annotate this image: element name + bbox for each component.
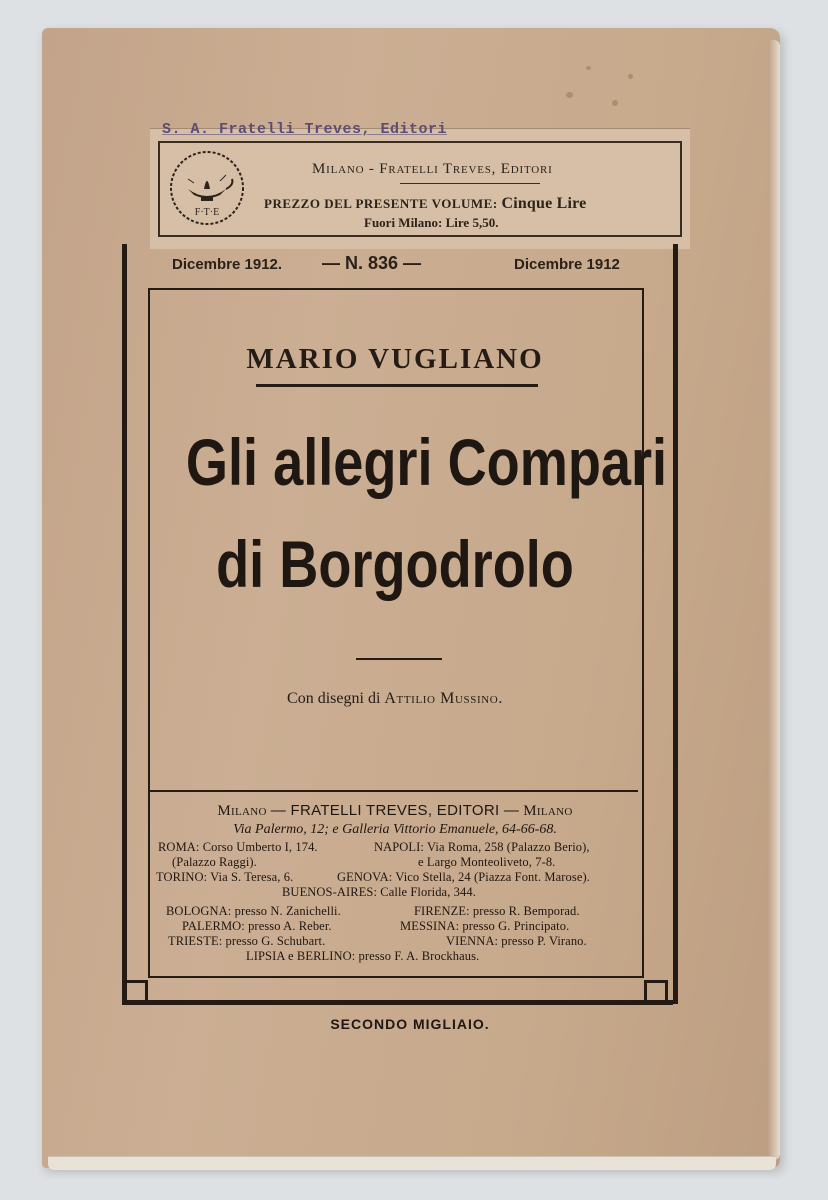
illustrator-name: Attilio Mussino. [384,690,503,707]
price-outside-milan: Fuori Milano: Lire 5,50. [364,215,499,230]
book-page-edge-bottom [48,1156,776,1170]
foxing-stain [586,66,591,70]
imprint-trieste: TRIESTE: presso G. Schubart. [168,934,326,948]
book-page-edge-right [768,40,780,1160]
date-right: Dicembre 1912 [514,256,620,273]
imprint-address: Via Palermo, 12; e Galleria Vittorio Emanuele, 64-66-68. [233,822,557,837]
frame-corner-left [124,980,148,1004]
author-name: MARIO VUGLIANO [246,343,544,375]
imprint-palermo: PALERMO: presso A. Reber. [182,919,332,933]
imprint-messina: MESSINA: presso G. Principato. [400,919,570,933]
issue-number: — N. 836 — [322,253,422,273]
imprint-city-left: Milano [217,803,267,819]
imprint-napoli-2: e Largo Monteoliveto, 7-8. [418,855,556,869]
label-price-line [264,195,586,213]
imprint-publisher: — FRATELLI TREVES, EDITORI — [270,802,520,819]
imprint-napoli: NAPOLI: Via Roma, 258 (Palazzo Berio), [374,840,590,854]
imprint-heading [150,802,640,820]
imprint-buenos-aires: BUENOS-AIRES: Calle Florida, 344. [282,885,476,899]
imprint-genova: GENOVA: Vico Stella, 24 (Piazza Font. Marose). [337,870,591,884]
imprint-firenze: FIRENZE: presso R. Bemporad. [414,904,580,918]
label-rule [400,183,540,184]
emblem-text: F·T·E [194,207,220,218]
foxing-stain [612,100,618,106]
date-left: Dicembre 1912. [172,256,283,273]
title-separator [356,658,442,660]
imprint-bologna: BOLOGNA: presso N. Zanichelli. [166,904,341,918]
imprint-roma: ROMA: Corso Umberto I, 174. [158,840,318,854]
price-prefix: PREZZO DEL PRESENTE VOLUME: [264,196,498,211]
illustrations-credit [150,690,640,708]
imprint-city-right: Milano [523,803,573,819]
imprint-rule [150,790,638,792]
illustrations-prefix: Con disegni di [287,690,381,707]
author-underline [256,384,538,387]
edition-note: SECONDO MIGLIAIO. [330,1016,490,1032]
label-publisher: Milano - Fratelli Treves, Editori [312,161,553,177]
imprint-vienna: VIENNA: presso P. Virano. [446,934,587,948]
imprint-roma-2: (Palazzo Raggi). [172,855,257,869]
price-label [150,121,690,249]
price-label-border [158,141,682,237]
imprint-lipsia-berlino: LIPSIA e BERLINO: presso F. A. Brockhaus. [246,949,480,963]
imprint-torino: TORINO: Via S. Teresa, 6. [156,870,294,884]
foxing-stain [628,74,633,79]
lamp-emblem-icon [168,149,246,227]
price-value: Cinque Lire [501,195,587,212]
frame-bottom-rule [122,1000,673,1005]
foxing-stain [566,92,573,98]
frame-corner-right [644,980,668,1004]
publisher-stamp: S. A. Fratelli Treves, Editori [162,121,448,138]
title-line-2: di Borgodrolo [216,527,574,601]
title-line-1: Gli allegri Compari [185,425,668,499]
